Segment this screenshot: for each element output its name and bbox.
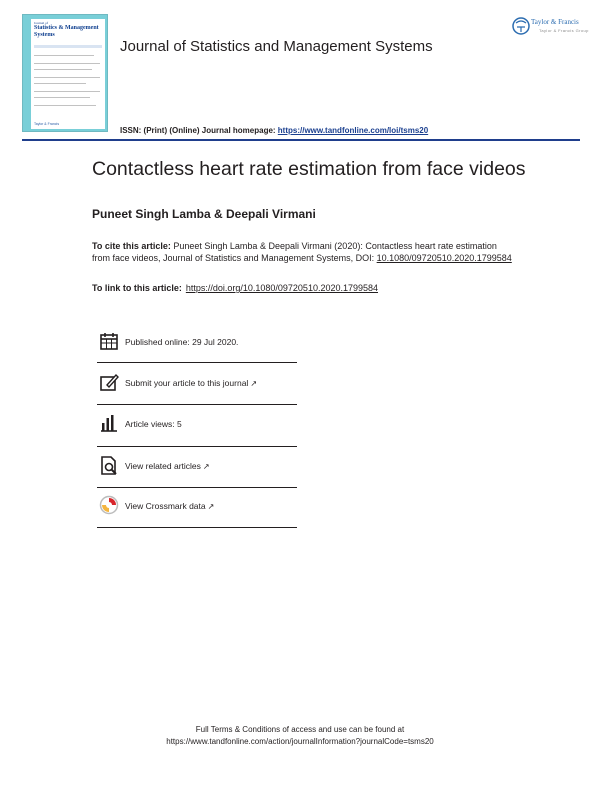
publisher-logo-subtext: Taylor & Francis Group — [539, 28, 589, 33]
cover-publisher-logo: Taylor & Francis — [34, 122, 60, 126]
published-online-text: Published online: 29 Jul 2020. — [125, 337, 239, 347]
cover-title: Statistics & Management Systems — [34, 25, 99, 38]
publisher-logo-text: Taylor & Francis — [531, 18, 579, 26]
footer-terms-text: Full Terms & Conditions of access and use can be found at — [195, 725, 405, 734]
issn-line — [120, 126, 428, 135]
published-online-row — [97, 331, 297, 357]
article-link-line — [92, 283, 378, 293]
row-divider — [97, 362, 297, 363]
cover-page — [31, 19, 105, 129]
footer-terms-link[interactable]: https://www.tandfonline.com/action/journalInformation?journalCode=tsms20 — [166, 737, 434, 746]
external-link-icon: ↗ — [207, 502, 215, 511]
article-link-label: To link to this article: — [92, 283, 182, 293]
cover-line — [34, 55, 94, 56]
related-articles-row[interactable] — [97, 455, 297, 481]
journal-homepage-link[interactable]: https://www.tandfonline.com/loi/tsms20 — [277, 126, 429, 135]
cover-line — [34, 105, 96, 106]
related-articles-link[interactable] — [125, 461, 210, 471]
footer — [0, 724, 600, 748]
cover-kicker: Journal of — [34, 21, 49, 25]
crossmark-link[interactable] — [125, 501, 214, 511]
article-doi-link[interactable]: https://doi.org/10.1080/09720510.2020.1799584 — [185, 283, 379, 293]
crossmark-icon — [99, 495, 119, 515]
citation-text: Puneet Singh Lamba & Deepali Virmani (2020): Contactless heart rate estimation from face videos, Journal of Statistics and Management Systems, DOI: — [92, 241, 497, 263]
crossmark-row[interactable] — [97, 495, 297, 521]
cover-line — [34, 69, 92, 70]
article-views-row — [97, 413, 297, 439]
issn-label: ISSN: (Print) (Online) Journal homepage: — [120, 126, 278, 135]
cover-line — [34, 63, 100, 64]
row-divider — [97, 527, 297, 528]
citation-block — [92, 240, 512, 264]
cover-line — [34, 83, 86, 84]
submit-article-label: Submit your article to this journal — [125, 378, 249, 388]
citation-doi-link[interactable]: 10.1080/09720510.2020.1799584 — [376, 253, 512, 263]
article-authors: Puneet Singh Lamba & Deepali Virmani — [92, 207, 316, 221]
header-rule — [22, 139, 580, 141]
bar-chart-icon — [99, 413, 119, 433]
cover-line — [34, 97, 90, 98]
row-divider — [97, 487, 297, 488]
submit-article-link[interactable] — [125, 378, 257, 388]
publisher-logo-icon — [511, 16, 531, 36]
journal-cover-image — [22, 14, 108, 132]
cover-line — [34, 91, 100, 92]
external-link-icon: ↗ — [202, 462, 210, 471]
submit-article-row[interactable] — [97, 372, 297, 398]
article-title: Contactless heart rate estimation from face videos — [92, 158, 526, 180]
row-divider — [97, 446, 297, 447]
cover-line — [34, 77, 100, 78]
cover-bar — [34, 45, 102, 48]
crossmark-label: View Crossmark data — [125, 501, 206, 511]
related-articles-label: View related articles — [125, 461, 201, 471]
journal-title: Journal of Statistics and Management Systems — [120, 38, 433, 55]
calendar-icon — [99, 331, 119, 351]
edit-icon — [99, 372, 119, 392]
document-search-icon — [99, 455, 119, 475]
row-divider — [97, 404, 297, 405]
publisher-logo[interactable] — [511, 16, 589, 38]
article-views-text: Article views: 5 — [125, 419, 182, 429]
citation-label: To cite this article: — [92, 241, 171, 251]
external-link-icon: ↗ — [250, 379, 258, 388]
